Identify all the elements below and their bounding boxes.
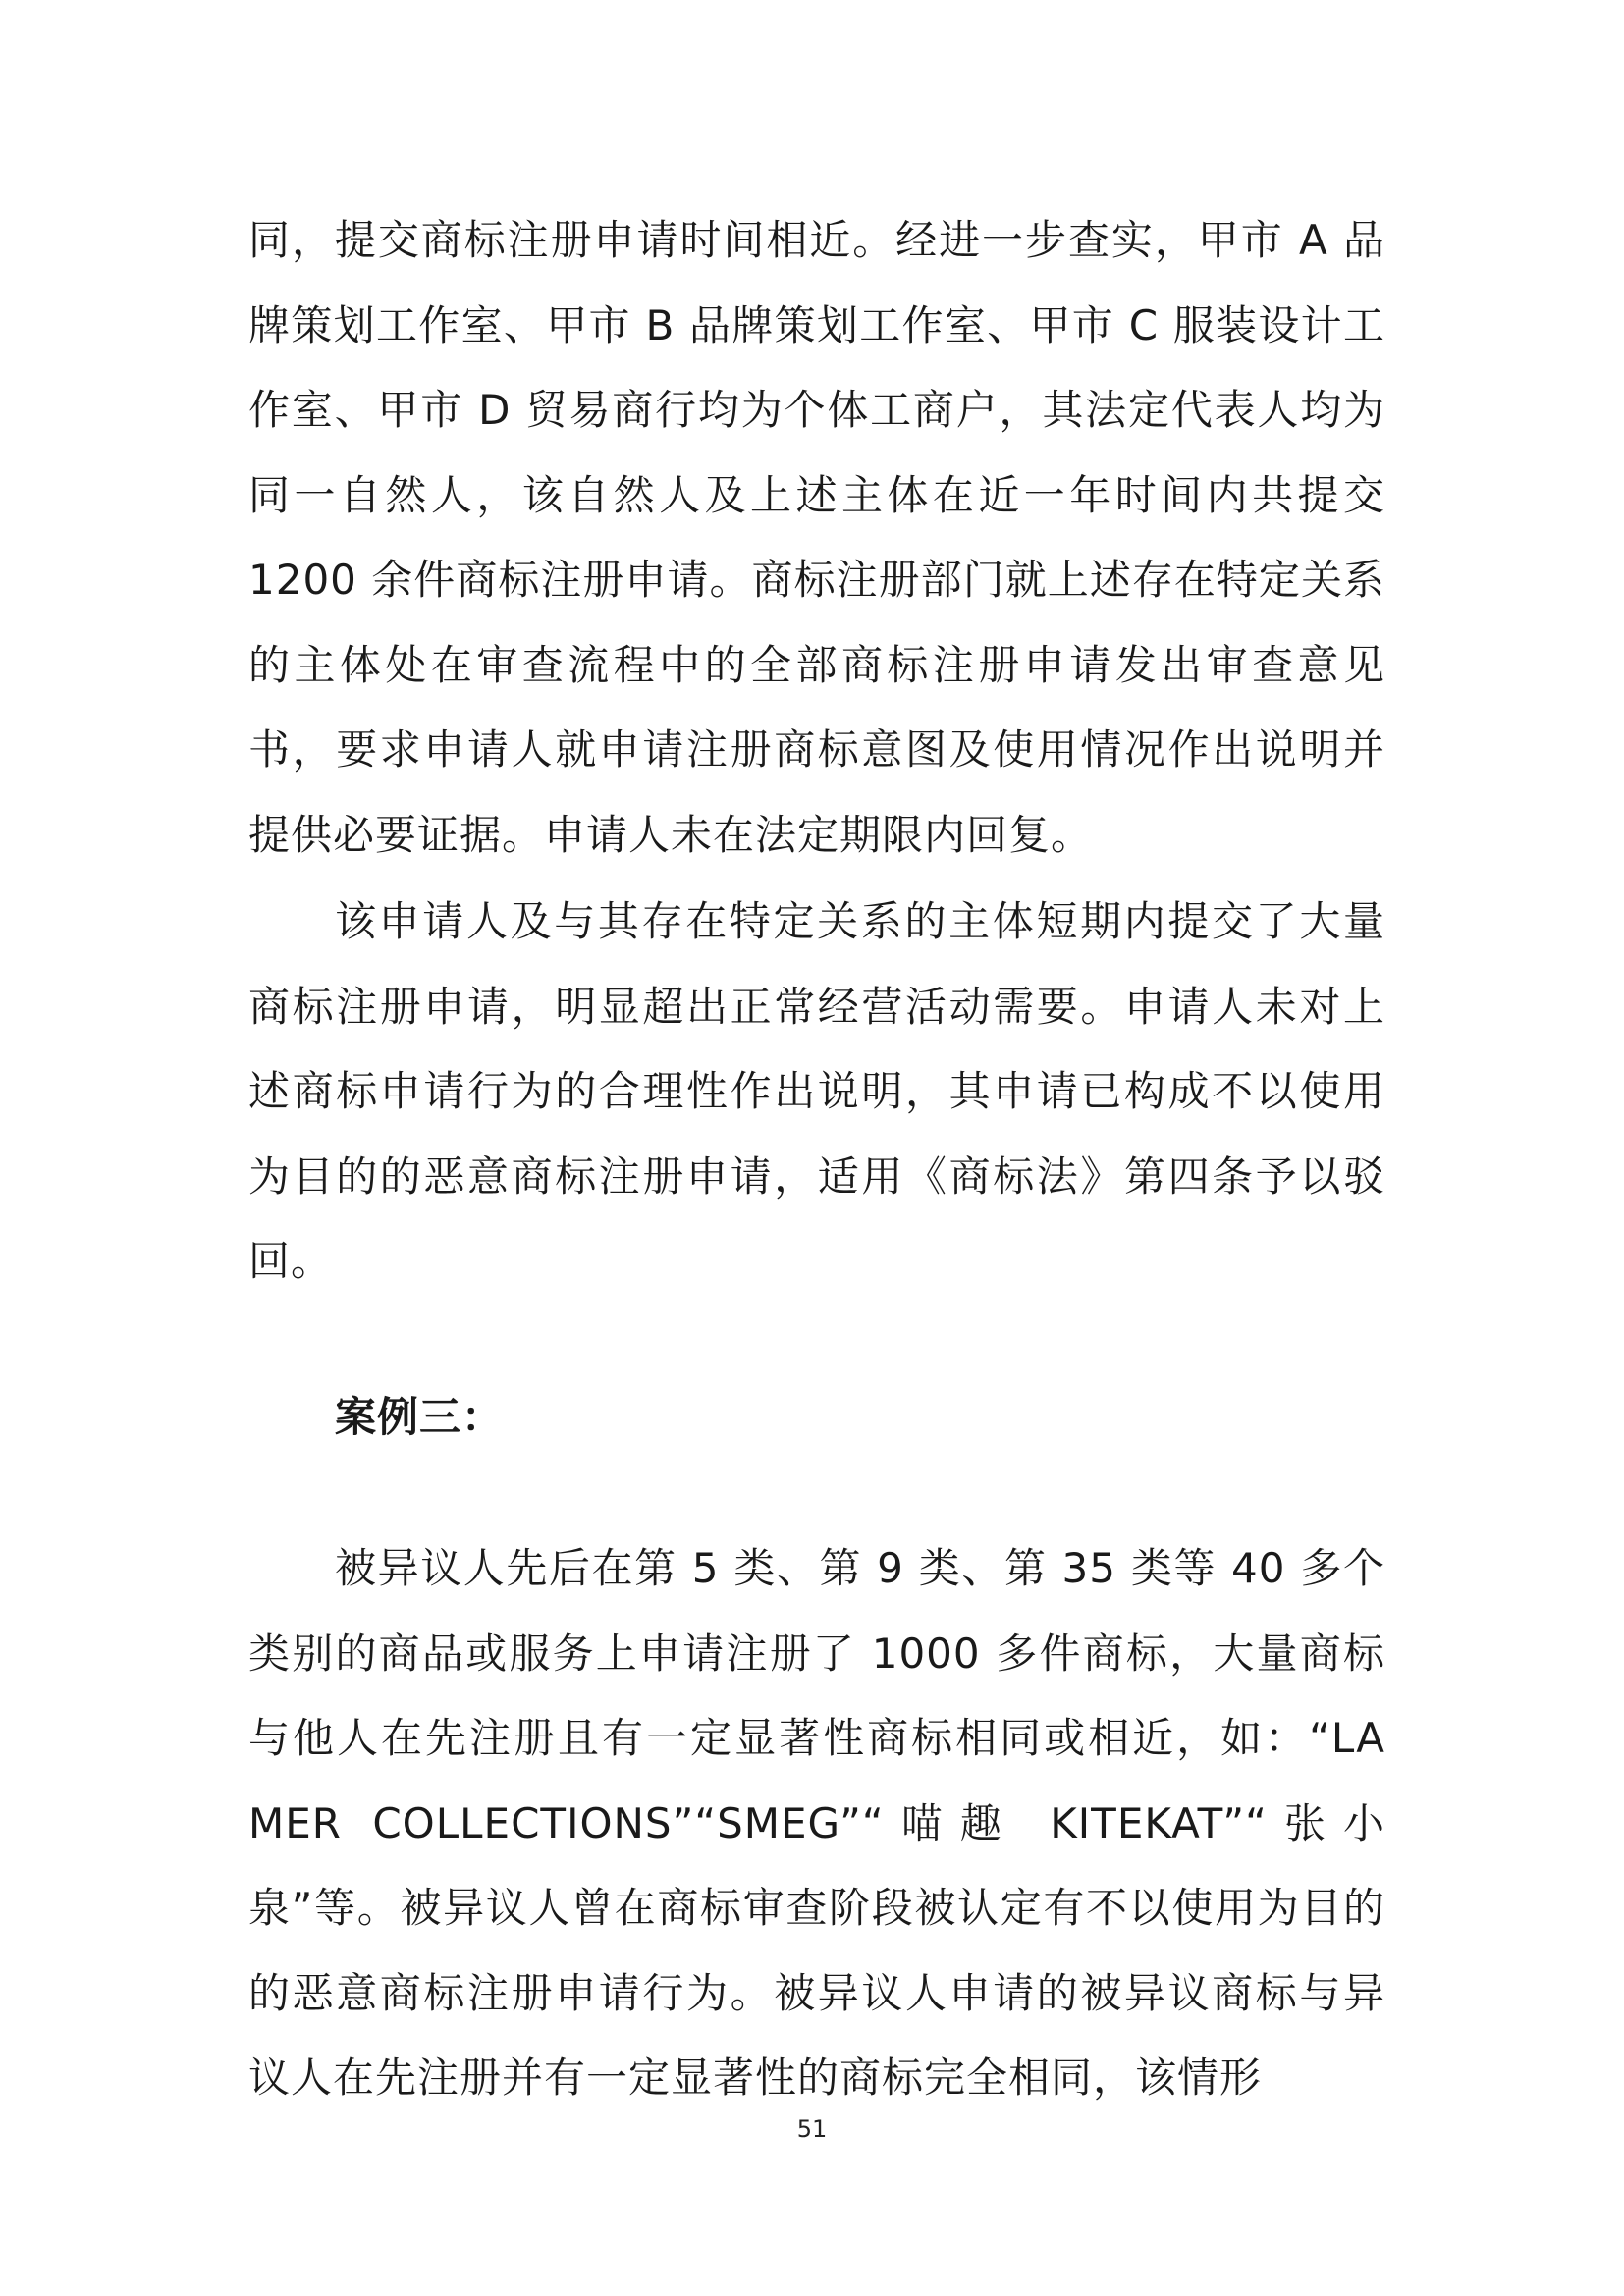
document-body (248, 198, 1385, 2121)
page-number: 51 (796, 2115, 828, 2143)
paragraph-rejection-reasoning: 该申请人及与其存在特定关系的主体短期内提交了大量商标注册申请，明显超出正常经营活动需要。申请人未对上述商标申请行为的合理性作出说明，其申请已构成不以使用为目的的恶意商标注册申请，适用《商标法》第四条予以驳回。 (248, 897, 1385, 1285)
paragraph-case-three: 被异议人先后在第 5 类、第 9 类、第 35 类等 40 多个类别的商品或服务上申请注册了 1000 多件商标，大量商标与他人在先注册且有一定显著性商标相同或相近，如：“LA MER COLLECTIONS”“SMEG”“喵趣 KITEKAT”“张小泉”等。被异议人曾在商标审查阶段被认定有不以使用为目的的恶意商标注册申请行为。被异议人申请的被异议商标与异议人在先注册并有一定显著性的商标完全相同，该情形 (248, 1544, 1385, 2102)
paragraph-continuation: 同，提交商标注册申请时间相近。经进一步查实，甲市 A 品牌策划工作室、甲市 B 品牌策划工作室、甲市 C 服装设计工作室、甲市 D 贸易商行均为个体工商户，其法定代表人均为同一自然人，该自然人及上述主体在近一年时间内共提交 1200 余件商标注册申请。商标注册部门就上述存在特定关系的主体处在审查流程中的全部商标注册申请发出审查意见书，要求申请人就申请注册商标意图及使用情况作出说明并提供必要证据。申请人未在法定期限内回复。 (248, 216, 1385, 859)
section-heading-case-three: 案例三： (335, 1392, 505, 1441)
